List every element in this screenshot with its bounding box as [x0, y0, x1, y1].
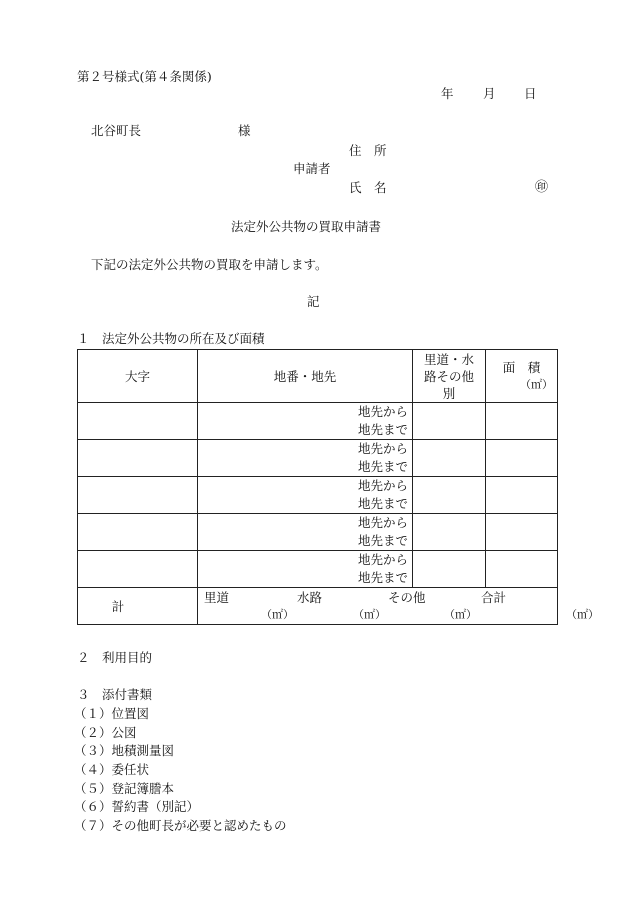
from-label: 地先から [357, 441, 408, 456]
from-label: 地先から [357, 478, 408, 493]
from-label: 地先から [357, 552, 408, 567]
attachment-item: （２）公図 [74, 725, 137, 740]
location-area-table [77, 349, 599, 625]
road-type-cell[interactable] [413, 477, 486, 514]
table-row [78, 551, 558, 588]
applicant-name-label: 氏 名 [349, 180, 387, 195]
table-row [78, 403, 558, 440]
section3-heading: ３ 添付書類 [77, 687, 153, 702]
header-area-label: 面 積 [502, 360, 541, 375]
header-chiban: 地番・地先 [198, 350, 413, 403]
total-row [78, 588, 558, 625]
form-number: 第２号様式(第４条関係) [77, 69, 212, 84]
sum-unit: （㎡） [566, 608, 599, 621]
to-label: 地先まで [357, 533, 408, 548]
oaza-cell[interactable] [78, 514, 198, 551]
document-title: 法定外公共物の買取申請書 [231, 219, 382, 234]
table-header-row [78, 350, 558, 403]
ki-heading: 記 [307, 294, 320, 309]
table-row [78, 440, 558, 477]
total-label-text: 計 [111, 599, 125, 614]
attachment-item: （７）その他町長が必要と認めたもの [74, 818, 287, 833]
header-road-type [413, 350, 486, 403]
total-breakdown-cell[interactable] [198, 588, 599, 625]
addressee-name: 北谷町長 [91, 123, 142, 138]
total-satomichi-label: 里道 [204, 590, 230, 605]
attachment-item: （３）地積測量図 [74, 743, 175, 758]
header-road-type-line3: 別 [442, 385, 456, 401]
suiro-unit: （㎡） [353, 608, 386, 621]
header-area-unit: （㎡） [520, 378, 553, 391]
header-oaza: 大字 [78, 350, 198, 403]
other-unit: （㎡） [444, 608, 477, 621]
chiban-cell[interactable] [198, 403, 413, 440]
chiban-cell[interactable] [198, 440, 413, 477]
applicant-label: 申請者 [293, 161, 331, 176]
road-type-cell[interactable] [413, 403, 486, 440]
total-sum-label: 合計 [481, 590, 507, 605]
to-label: 地先まで [357, 496, 408, 511]
intro-text: 下記の法定外公共物の買取を申請します。 [91, 257, 328, 272]
area-cell[interactable] [486, 551, 558, 588]
area-cell[interactable] [486, 403, 558, 440]
area-cell[interactable] [486, 514, 558, 551]
oaza-cell[interactable] [78, 440, 198, 477]
chiban-cell[interactable] [198, 514, 413, 551]
total-suiro-label: 水路 [297, 590, 323, 605]
table-row [78, 514, 558, 551]
chiban-cell[interactable] [198, 551, 413, 588]
from-label: 地先から [357, 515, 408, 530]
road-type-cell[interactable] [413, 440, 486, 477]
section2-heading: ２ 利用目的 [77, 650, 153, 665]
area-cell[interactable] [486, 477, 558, 514]
section1-heading: １ 法定外公共物の所在及び面積 [77, 331, 265, 346]
date-month-label: 月 [483, 86, 496, 101]
attachment-item: （１）位置図 [74, 706, 150, 721]
applicant-address-label: 住 所 [349, 143, 387, 158]
area-cell[interactable] [486, 440, 558, 477]
to-label: 地先まで [357, 459, 408, 474]
oaza-cell[interactable] [78, 403, 198, 440]
satomichi-unit: （㎡） [261, 608, 294, 621]
to-label: 地先まで [357, 422, 408, 437]
header-road-type-line1: 里道・水 [423, 351, 474, 367]
to-label: 地先まで [357, 570, 408, 585]
header-road-type-line2: 路その他 [423, 368, 474, 384]
chiban-cell[interactable] [198, 477, 413, 514]
attachment-item: （４）委任状 [74, 762, 150, 777]
date-day-label: 日 [524, 86, 537, 101]
attachment-item: （６）誓約書（別記） [74, 799, 200, 814]
attachment-item: （５）登記簿謄本 [74, 781, 175, 796]
total-label [78, 588, 198, 625]
from-label: 地先から [357, 404, 408, 419]
road-type-cell[interactable] [413, 551, 486, 588]
seal-mark: ㊞ [535, 180, 549, 195]
table-row [78, 477, 558, 514]
date-year-label: 年 [441, 86, 454, 101]
road-type-cell[interactable] [413, 514, 486, 551]
addressee-honorific: 様 [238, 123, 251, 138]
oaza-cell[interactable] [78, 551, 198, 588]
total-other-label: その他 [388, 590, 426, 605]
header-area [486, 350, 558, 403]
oaza-cell[interactable] [78, 477, 198, 514]
